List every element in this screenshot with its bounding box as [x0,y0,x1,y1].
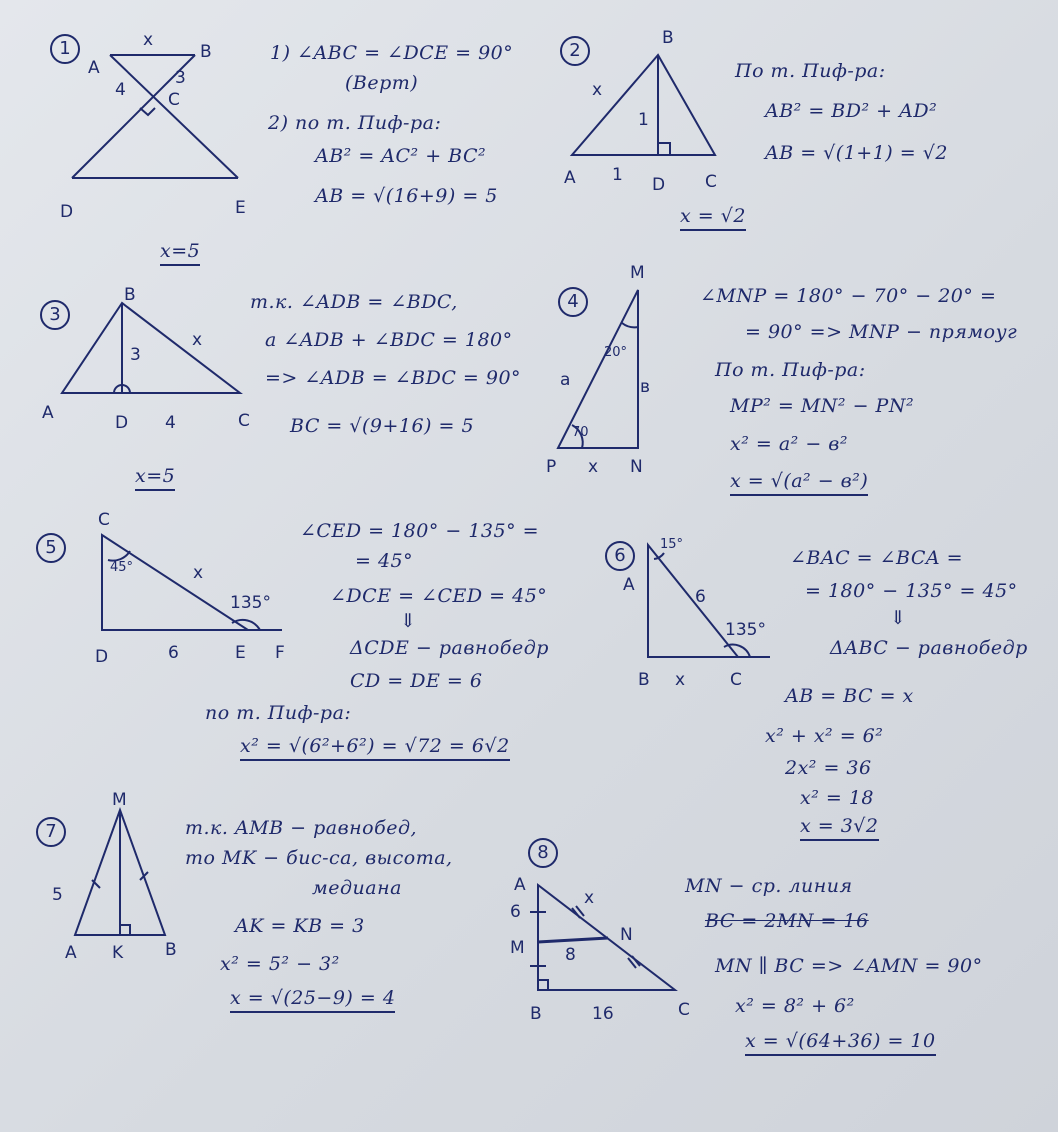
solution-line: ∠DCE = ∠CED = 45° [330,585,548,607]
solution-line: BC = √(9+16) = 5 [290,415,475,437]
label-c: C [168,90,180,110]
label-angle-70: 70 [572,425,589,440]
label-5: 5 [52,885,63,905]
label-a: A [42,403,54,423]
label-angle-45: 45° [110,560,134,575]
label-angle-15: 15° [660,537,684,552]
label-b: B [165,940,177,960]
label-x: x [584,888,595,908]
answer: x = √2 [680,205,746,231]
label-6: 6 [695,587,706,607]
label-n: N [630,457,643,477]
problem-4 [530,255,1058,515]
label-16: 16 [592,1004,614,1024]
solution-line: 1) ∠ABC = ∠DCE = 90° [270,42,514,64]
problem-number: 4 [558,287,588,317]
solution-line: По т. Пиф-ра: [715,359,866,381]
label-c: C [678,1000,690,1020]
label-c: C [730,670,742,690]
solution-line: x² = a² − в² [730,433,848,455]
solution-line: медиана [312,877,402,899]
problem-number: 2 [560,36,590,66]
label-m: M [630,263,645,283]
solution-line: AB = √(1+1) = √2 [765,142,948,164]
solution-line: 2) по т. Пиф-ра: [268,112,442,134]
label-x: x [675,670,686,690]
solution-line: ⇓ [890,607,907,629]
label-angle-135: 135° [725,620,766,640]
label-k: K [112,943,124,963]
label-m: M [112,790,127,810]
solution-line: 2x² = 36 [785,757,872,779]
label-1-height: 1 [638,110,649,130]
label-m: M [510,938,525,958]
label-3: 3 [175,68,186,88]
answer: x=5 [135,465,175,491]
label-d: D [115,413,129,433]
problem-7 [0,785,500,1045]
label-b: B [638,670,650,690]
solution-line: то MK − бис-са, высота, [185,847,453,869]
answer: x = √(25−9) = 4 [230,987,395,1013]
label-d: D [60,202,74,222]
solution-line: AB = BC = x [785,685,914,707]
solution-line: ∠CED = 180° − 135° = [300,520,540,542]
solution-line: по т. Пиф-ра: [205,702,352,724]
label-c: C [238,411,250,431]
problem-number: 6 [605,541,635,571]
label-angle-20: 20° [604,345,628,360]
label-1-base: 1 [612,165,623,185]
label-a: A [514,875,526,895]
solution-line: ∠BAC = ∠BCA = [790,547,964,569]
label-6: 6 [510,902,521,922]
solution-line: (Верт) [345,72,419,94]
label-a: A [564,168,576,188]
solution-line: MN ∥ BC => ∠AMN = 90° [715,955,983,977]
solution-line: x² + x² = 6² [765,725,884,747]
solution-line: AB² = BD² + AD² [765,100,938,122]
problem-8 [500,830,1058,1110]
problem-3 [0,275,530,505]
solution-line: т.к. AMB − равнобед, [185,817,418,839]
problem-number: 7 [36,817,66,847]
label-8: 8 [565,945,576,965]
solution-line: = 180° − 135° = 45° [805,580,1018,602]
label-f: F [275,643,285,663]
answer: x=5 [160,240,200,266]
label-p: P [546,457,557,477]
solution-line: а ∠ADB + ∠BDC = 180° [265,329,513,351]
solution-line: т.к. ∠ADB = ∠BDC, [250,291,458,313]
problem-number: 5 [36,533,66,563]
label-d: D [95,647,109,667]
label-e: E [235,198,246,218]
label-4: 4 [115,80,126,100]
label-a: A [623,575,635,595]
answer: x = √(a² − в²) [730,470,868,496]
solution-line: CD = DE = 6 [350,670,483,692]
label-b: B [530,1004,542,1024]
solution-line: => ∠ADB = ∠BDC = 90° [265,367,522,389]
label-6: 6 [168,643,179,663]
label-e: E [235,643,246,663]
problem-number: 1 [50,34,80,64]
solution-line: MN − ср. линия [685,875,853,897]
problem-5 [0,505,560,785]
label-c: C [98,510,110,530]
label-x: x [143,30,154,50]
problem-number: 8 [528,838,558,868]
solution-line: По т. Пиф-ра: [735,60,886,82]
solution-line: AB = √(16+9) = 5 [315,185,498,207]
solution-line: MP² = MN² − PN² [730,395,915,417]
problem-2 [520,0,1058,260]
solution-line: x² = 8² + 6² [735,995,855,1017]
answer: x = 3√2 [800,815,879,841]
label-angle-135: 135° [230,593,271,613]
label-a: a [560,370,571,390]
solution-line-crossed-out: BC = 2MN = 16 [705,910,869,932]
problem-number: 3 [40,300,70,330]
label-b: B [124,285,136,305]
solution-line: x² = 5² − 3² [220,953,340,975]
label-x: x [192,330,203,350]
solution-line: ΔABC − равнобедр [830,637,1028,659]
label-d: D [652,175,666,195]
solution-line: ⇓ [400,610,417,632]
solution-line: x² = 18 [800,787,875,809]
solution-line: = 45° [355,550,414,572]
label-b: B [662,28,674,48]
solution-line: = 90° => MNP − прямоуг [745,321,1018,343]
label-a: A [88,58,100,78]
label-4: 4 [165,413,176,433]
answer: x = √(64+36) = 10 [745,1030,936,1056]
label-c: C [705,172,717,192]
label-b: в [640,377,651,397]
label-x: x [193,563,204,583]
answer: x² = √(6²+6²) = √72 = 6√2 [240,735,510,761]
label-a: A [65,943,77,963]
solution-line: ∠MNP = 180° − 70° − 20° = [700,285,997,307]
problem-6 [590,525,1058,845]
triangle-figure [520,0,1058,260]
solution-line: AB² = AC² + BC² [315,145,487,167]
label-x: x [592,80,603,100]
label-n: N [620,925,633,945]
label-x: x [588,457,599,477]
solution-line: AK = KB = 3 [235,915,365,937]
solution-line: ΔCDE − равнобедр [350,637,549,659]
problem-1 [0,0,520,275]
label-3: 3 [130,345,141,365]
label-b: B [200,42,212,62]
